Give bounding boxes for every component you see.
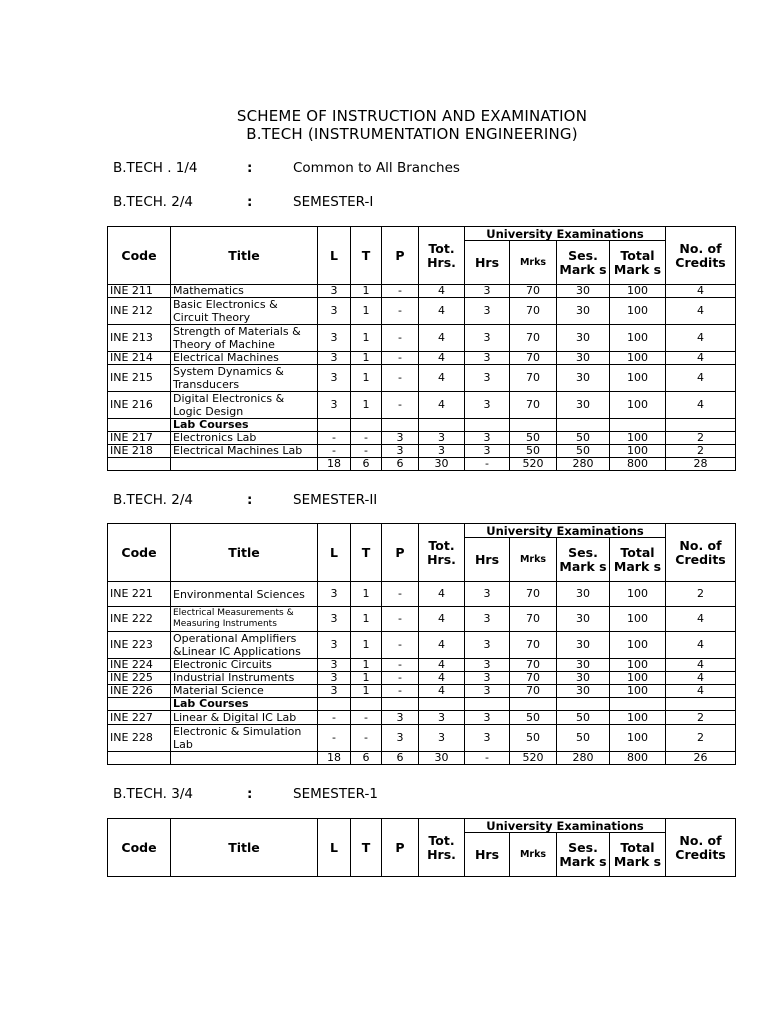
ses-cell: 50 (557, 445, 610, 458)
lab-heading-row (108, 419, 736, 432)
header-p: P (382, 524, 419, 582)
total-cell: 100 (610, 582, 666, 607)
header-university-exams: University Examinations (465, 227, 666, 241)
table-row (108, 432, 736, 445)
title-cell: Material Science (171, 685, 318, 698)
t-cell: 1 (351, 285, 382, 298)
header-p: P (382, 819, 419, 877)
tot-cell: 3 (419, 432, 465, 445)
table-row (108, 445, 736, 458)
hrs-cell: 3 (465, 445, 510, 458)
sem1-table (107, 226, 736, 471)
l-cell: 3 (318, 325, 351, 352)
hrs-cell: 3 (465, 298, 510, 325)
p-cell: 3 (382, 711, 419, 725)
title-cell: Linear & Digital IC Lab (171, 711, 318, 725)
header-t: T (351, 227, 382, 285)
header-code: Code (108, 819, 171, 877)
year-label: B.TECH. 3/4 (113, 786, 193, 802)
code-cell: INE 221 (108, 582, 171, 607)
header-l: L (318, 227, 351, 285)
lab-courses-heading: Lab Courses (171, 698, 318, 711)
p-cell: - (382, 392, 419, 419)
header-hrs: Hrs (465, 538, 510, 582)
ses-cell: 30 (557, 298, 610, 325)
credits-cell: 2 (666, 711, 736, 725)
total-ses: 280 (557, 752, 610, 765)
credits-cell: 4 (666, 365, 736, 392)
title-cell: Basic Electronics & Circuit Theory (171, 298, 318, 325)
tot-cell: 4 (419, 392, 465, 419)
totals-row (108, 458, 736, 471)
total-mrks: 520 (510, 458, 557, 471)
l-cell: 3 (318, 659, 351, 672)
hrs-cell: 3 (465, 325, 510, 352)
credits-cell: 4 (666, 607, 736, 632)
sem2-table (107, 523, 736, 765)
total-p: 6 (382, 752, 419, 765)
code-cell: INE 224 (108, 659, 171, 672)
tot-cell: 4 (419, 352, 465, 365)
ses-cell: 30 (557, 582, 610, 607)
code-cell: INE 215 (108, 365, 171, 392)
header-p: P (382, 227, 419, 285)
header-code: Code (108, 524, 171, 582)
table-row (108, 352, 736, 365)
t-cell: 1 (351, 365, 382, 392)
table-row (108, 325, 736, 352)
total-cell: 100 (610, 607, 666, 632)
year-label: B.TECH. 2/4 (113, 492, 193, 508)
tot-cell: 4 (419, 607, 465, 632)
p-cell: - (382, 672, 419, 685)
p-cell: - (382, 659, 419, 672)
table-row (108, 298, 736, 325)
t-cell: 1 (351, 659, 382, 672)
totals-row (108, 752, 736, 765)
title-cell: Mathematics (171, 285, 318, 298)
l-cell: 3 (318, 685, 351, 698)
code-cell: INE 214 (108, 352, 171, 365)
total-tot: 30 (419, 752, 465, 765)
table-row (108, 582, 736, 607)
t-cell: 1 (351, 325, 382, 352)
colon: : (247, 194, 253, 210)
table-row (108, 607, 736, 632)
credits-cell: 2 (666, 725, 736, 752)
t-cell: - (351, 711, 382, 725)
tot-cell: 4 (419, 672, 465, 685)
header-hrs: Hrs (465, 241, 510, 285)
code-cell: INE 213 (108, 325, 171, 352)
code-cell: INE 218 (108, 445, 171, 458)
tot-cell: 4 (419, 632, 465, 659)
mrks-cell: 70 (510, 298, 557, 325)
total-credits: 26 (666, 752, 736, 765)
code-cell: INE 223 (108, 632, 171, 659)
header-ses-marks: Ses. Mark s (557, 241, 610, 285)
t-cell: 1 (351, 632, 382, 659)
header-mrks: Mrks (510, 538, 557, 582)
p-cell: - (382, 365, 419, 392)
lab-heading-row (108, 698, 736, 711)
colon: : (247, 160, 253, 176)
code-cell: INE 216 (108, 392, 171, 419)
title-cell: System Dynamics & Transducers (171, 365, 318, 392)
tot-cell: 4 (419, 659, 465, 672)
total-cell: 100 (610, 365, 666, 392)
semester-name: SEMESTER-II (293, 492, 378, 508)
t-cell: - (351, 445, 382, 458)
mrks-cell: 70 (510, 632, 557, 659)
ses-cell: 50 (557, 432, 610, 445)
title-cell: Electrical Measurements & Measuring Instruments (171, 607, 318, 632)
p-cell: - (382, 298, 419, 325)
ses-cell: 30 (557, 632, 610, 659)
credits-cell: 4 (666, 298, 736, 325)
p-cell: - (382, 632, 419, 659)
tot-cell: 4 (419, 325, 465, 352)
credits-cell: 4 (666, 285, 736, 298)
tot-cell: 3 (419, 725, 465, 752)
table-row (108, 672, 736, 685)
l-cell: 3 (318, 632, 351, 659)
title-cell: Electrical Machines (171, 352, 318, 365)
title-cell: Strength of Materials & Theory of Machine (171, 325, 318, 352)
l-cell: 3 (318, 285, 351, 298)
p-cell: - (382, 685, 419, 698)
t-cell: 1 (351, 672, 382, 685)
total-cell: 100 (610, 432, 666, 445)
header-code: Code (108, 227, 171, 285)
credits-cell: 2 (666, 445, 736, 458)
semester-name: SEMESTER-I (293, 194, 374, 210)
l-cell: 3 (318, 392, 351, 419)
code-cell: INE 212 (108, 298, 171, 325)
code-cell: INE 211 (108, 285, 171, 298)
p-cell: - (382, 352, 419, 365)
credits-cell: 4 (666, 352, 736, 365)
t-cell: 1 (351, 607, 382, 632)
header-credits: No. of Credits (666, 819, 736, 877)
total-hrs: - (465, 752, 510, 765)
total-credits: 28 (666, 458, 736, 471)
mrks-cell: 70 (510, 659, 557, 672)
p-cell: - (382, 582, 419, 607)
l-cell: 3 (318, 582, 351, 607)
t-cell: 1 (351, 298, 382, 325)
t-cell: - (351, 432, 382, 445)
l-cell: - (318, 445, 351, 458)
total-l: 18 (318, 752, 351, 765)
header-ses-marks: Ses. Mark s (557, 833, 610, 877)
title-cell: Environmental Sciences (171, 582, 318, 607)
credits-cell: 4 (666, 632, 736, 659)
total-cell: 100 (610, 632, 666, 659)
header-credits: No. of Credits (666, 227, 736, 285)
total-p: 6 (382, 458, 419, 471)
credits-cell: 4 (666, 325, 736, 352)
sem3-table (107, 818, 736, 877)
tot-cell: 4 (419, 285, 465, 298)
ses-cell: 30 (557, 352, 610, 365)
colon: : (247, 492, 253, 508)
mrks-cell: 50 (510, 445, 557, 458)
mrks-cell: 70 (510, 325, 557, 352)
total-ses: 280 (557, 458, 610, 471)
header-l: L (318, 819, 351, 877)
mrks-cell: 50 (510, 432, 557, 445)
code-cell: INE 217 (108, 432, 171, 445)
lab-courses-heading: Lab Courses (171, 419, 318, 432)
p-cell: - (382, 607, 419, 632)
header-university-exams: University Examinations (465, 819, 666, 833)
table-row (108, 365, 736, 392)
header-t: T (351, 819, 382, 877)
ses-cell: 30 (557, 685, 610, 698)
header-credits: No. of Credits (666, 524, 736, 582)
tot-cell: 4 (419, 365, 465, 392)
total-cell: 100 (610, 685, 666, 698)
t-cell: 1 (351, 352, 382, 365)
total-total: 800 (610, 458, 666, 471)
code-cell: INE 222 (108, 607, 171, 632)
header-l: L (318, 524, 351, 582)
title-cell: Digital Electronics & Logic Design (171, 392, 318, 419)
title-cell: Electronics Lab (171, 432, 318, 445)
total-cell: 100 (610, 325, 666, 352)
hrs-cell: 3 (465, 392, 510, 419)
total-mrks: 520 (510, 752, 557, 765)
credits-cell: 2 (666, 432, 736, 445)
header-title: Title (171, 524, 318, 582)
total-cell: 100 (610, 298, 666, 325)
title-cell: Electrical Machines Lab (171, 445, 318, 458)
mrks-cell: 70 (510, 685, 557, 698)
total-cell: 100 (610, 392, 666, 419)
tot-cell: 3 (419, 711, 465, 725)
header-tot-hrs: Tot. Hrs. (419, 524, 465, 582)
header-mrks: Mrks (510, 833, 557, 877)
mrks-cell: 70 (510, 607, 557, 632)
total-cell: 100 (610, 285, 666, 298)
hrs-cell: 3 (465, 582, 510, 607)
ses-cell: 30 (557, 672, 610, 685)
hrs-cell: 3 (465, 285, 510, 298)
title-cell: Industrial Instruments (171, 672, 318, 685)
common-text: Common to All Branches (293, 160, 460, 176)
total-t: 6 (351, 752, 382, 765)
total-hrs: - (465, 458, 510, 471)
table-row (108, 725, 736, 752)
total-cell: 100 (610, 352, 666, 365)
credits-cell: 4 (666, 672, 736, 685)
title-cell: Operational Amplifiers &Linear IC Applications (171, 632, 318, 659)
table-row (108, 392, 736, 419)
mrks-cell: 50 (510, 725, 557, 752)
tot-cell: 4 (419, 298, 465, 325)
header-t: T (351, 524, 382, 582)
table-row (108, 632, 736, 659)
hrs-cell: 3 (465, 685, 510, 698)
credits-cell: 4 (666, 685, 736, 698)
hrs-cell: 3 (465, 659, 510, 672)
l-cell: 3 (318, 352, 351, 365)
total-t: 6 (351, 458, 382, 471)
mrks-cell: 70 (510, 352, 557, 365)
credits-cell: 2 (666, 582, 736, 607)
total-cell: 100 (610, 711, 666, 725)
hrs-cell: 3 (465, 607, 510, 632)
mrks-cell: 70 (510, 672, 557, 685)
credits-cell: 4 (666, 659, 736, 672)
p-cell: 3 (382, 725, 419, 752)
l-cell: 3 (318, 672, 351, 685)
code-cell: INE 226 (108, 685, 171, 698)
header-total-marks: Total Mark s (610, 241, 666, 285)
header-hrs: Hrs (465, 833, 510, 877)
document-subtitle: B.TECH (INSTRUMENTATION ENGINEERING) (246, 125, 578, 143)
mrks-cell: 70 (510, 582, 557, 607)
header-tot-hrs: Tot. Hrs. (419, 819, 465, 877)
ses-cell: 50 (557, 711, 610, 725)
total-tot: 30 (419, 458, 465, 471)
credits-cell: 4 (666, 392, 736, 419)
title-cell: Electronic Circuits (171, 659, 318, 672)
table-row (108, 659, 736, 672)
header-tot-hrs: Tot. Hrs. (419, 227, 465, 285)
year-label: B.TECH . 1/4 (113, 160, 198, 176)
l-cell: - (318, 432, 351, 445)
total-total: 800 (610, 752, 666, 765)
hrs-cell: 3 (465, 365, 510, 392)
hrs-cell: 3 (465, 352, 510, 365)
hrs-cell: 3 (465, 711, 510, 725)
p-cell: - (382, 325, 419, 352)
ses-cell: 30 (557, 285, 610, 298)
ses-cell: 30 (557, 607, 610, 632)
hrs-cell: 3 (465, 432, 510, 445)
t-cell: 1 (351, 582, 382, 607)
colon: : (247, 786, 253, 802)
header-university-exams: University Examinations (465, 524, 666, 538)
header-total-marks: Total Mark s (610, 538, 666, 582)
hrs-cell: 3 (465, 672, 510, 685)
l-cell: 3 (318, 298, 351, 325)
header-title: Title (171, 819, 318, 877)
table-row (108, 685, 736, 698)
t-cell: 1 (351, 392, 382, 419)
table-row (108, 285, 736, 298)
l-cell: - (318, 711, 351, 725)
mrks-cell: 70 (510, 365, 557, 392)
title-cell: Electronic & Simulation Lab (171, 725, 318, 752)
p-cell: 3 (382, 445, 419, 458)
ses-cell: 50 (557, 725, 610, 752)
l-cell: 3 (318, 365, 351, 392)
total-l: 18 (318, 458, 351, 471)
table-row (108, 711, 736, 725)
tot-cell: 4 (419, 582, 465, 607)
year-label: B.TECH. 2/4 (113, 194, 193, 210)
total-cell: 100 (610, 725, 666, 752)
t-cell: - (351, 725, 382, 752)
total-cell: 100 (610, 445, 666, 458)
ses-cell: 30 (557, 392, 610, 419)
code-cell: INE 225 (108, 672, 171, 685)
header-ses-marks: Ses. Mark s (557, 538, 610, 582)
hrs-cell: 3 (465, 632, 510, 659)
p-cell: 3 (382, 432, 419, 445)
document-title: SCHEME OF INSTRUCTION AND EXAMINATION (236, 107, 588, 125)
ses-cell: 30 (557, 365, 610, 392)
mrks-cell: 70 (510, 285, 557, 298)
total-cell: 100 (610, 659, 666, 672)
hrs-cell: 3 (465, 725, 510, 752)
mrks-cell: 70 (510, 392, 557, 419)
header-title: Title (171, 227, 318, 285)
total-cell: 100 (610, 672, 666, 685)
mrks-cell: 50 (510, 711, 557, 725)
t-cell: 1 (351, 685, 382, 698)
code-cell: INE 227 (108, 711, 171, 725)
tot-cell: 3 (419, 445, 465, 458)
header-total-marks: Total Mark s (610, 833, 666, 877)
l-cell: - (318, 725, 351, 752)
ses-cell: 30 (557, 659, 610, 672)
semester-name: SEMESTER-1 (293, 786, 378, 802)
l-cell: 3 (318, 607, 351, 632)
code-cell: INE 228 (108, 725, 171, 752)
p-cell: - (382, 285, 419, 298)
header-mrks: Mrks (510, 241, 557, 285)
ses-cell: 30 (557, 325, 610, 352)
tot-cell: 4 (419, 685, 465, 698)
